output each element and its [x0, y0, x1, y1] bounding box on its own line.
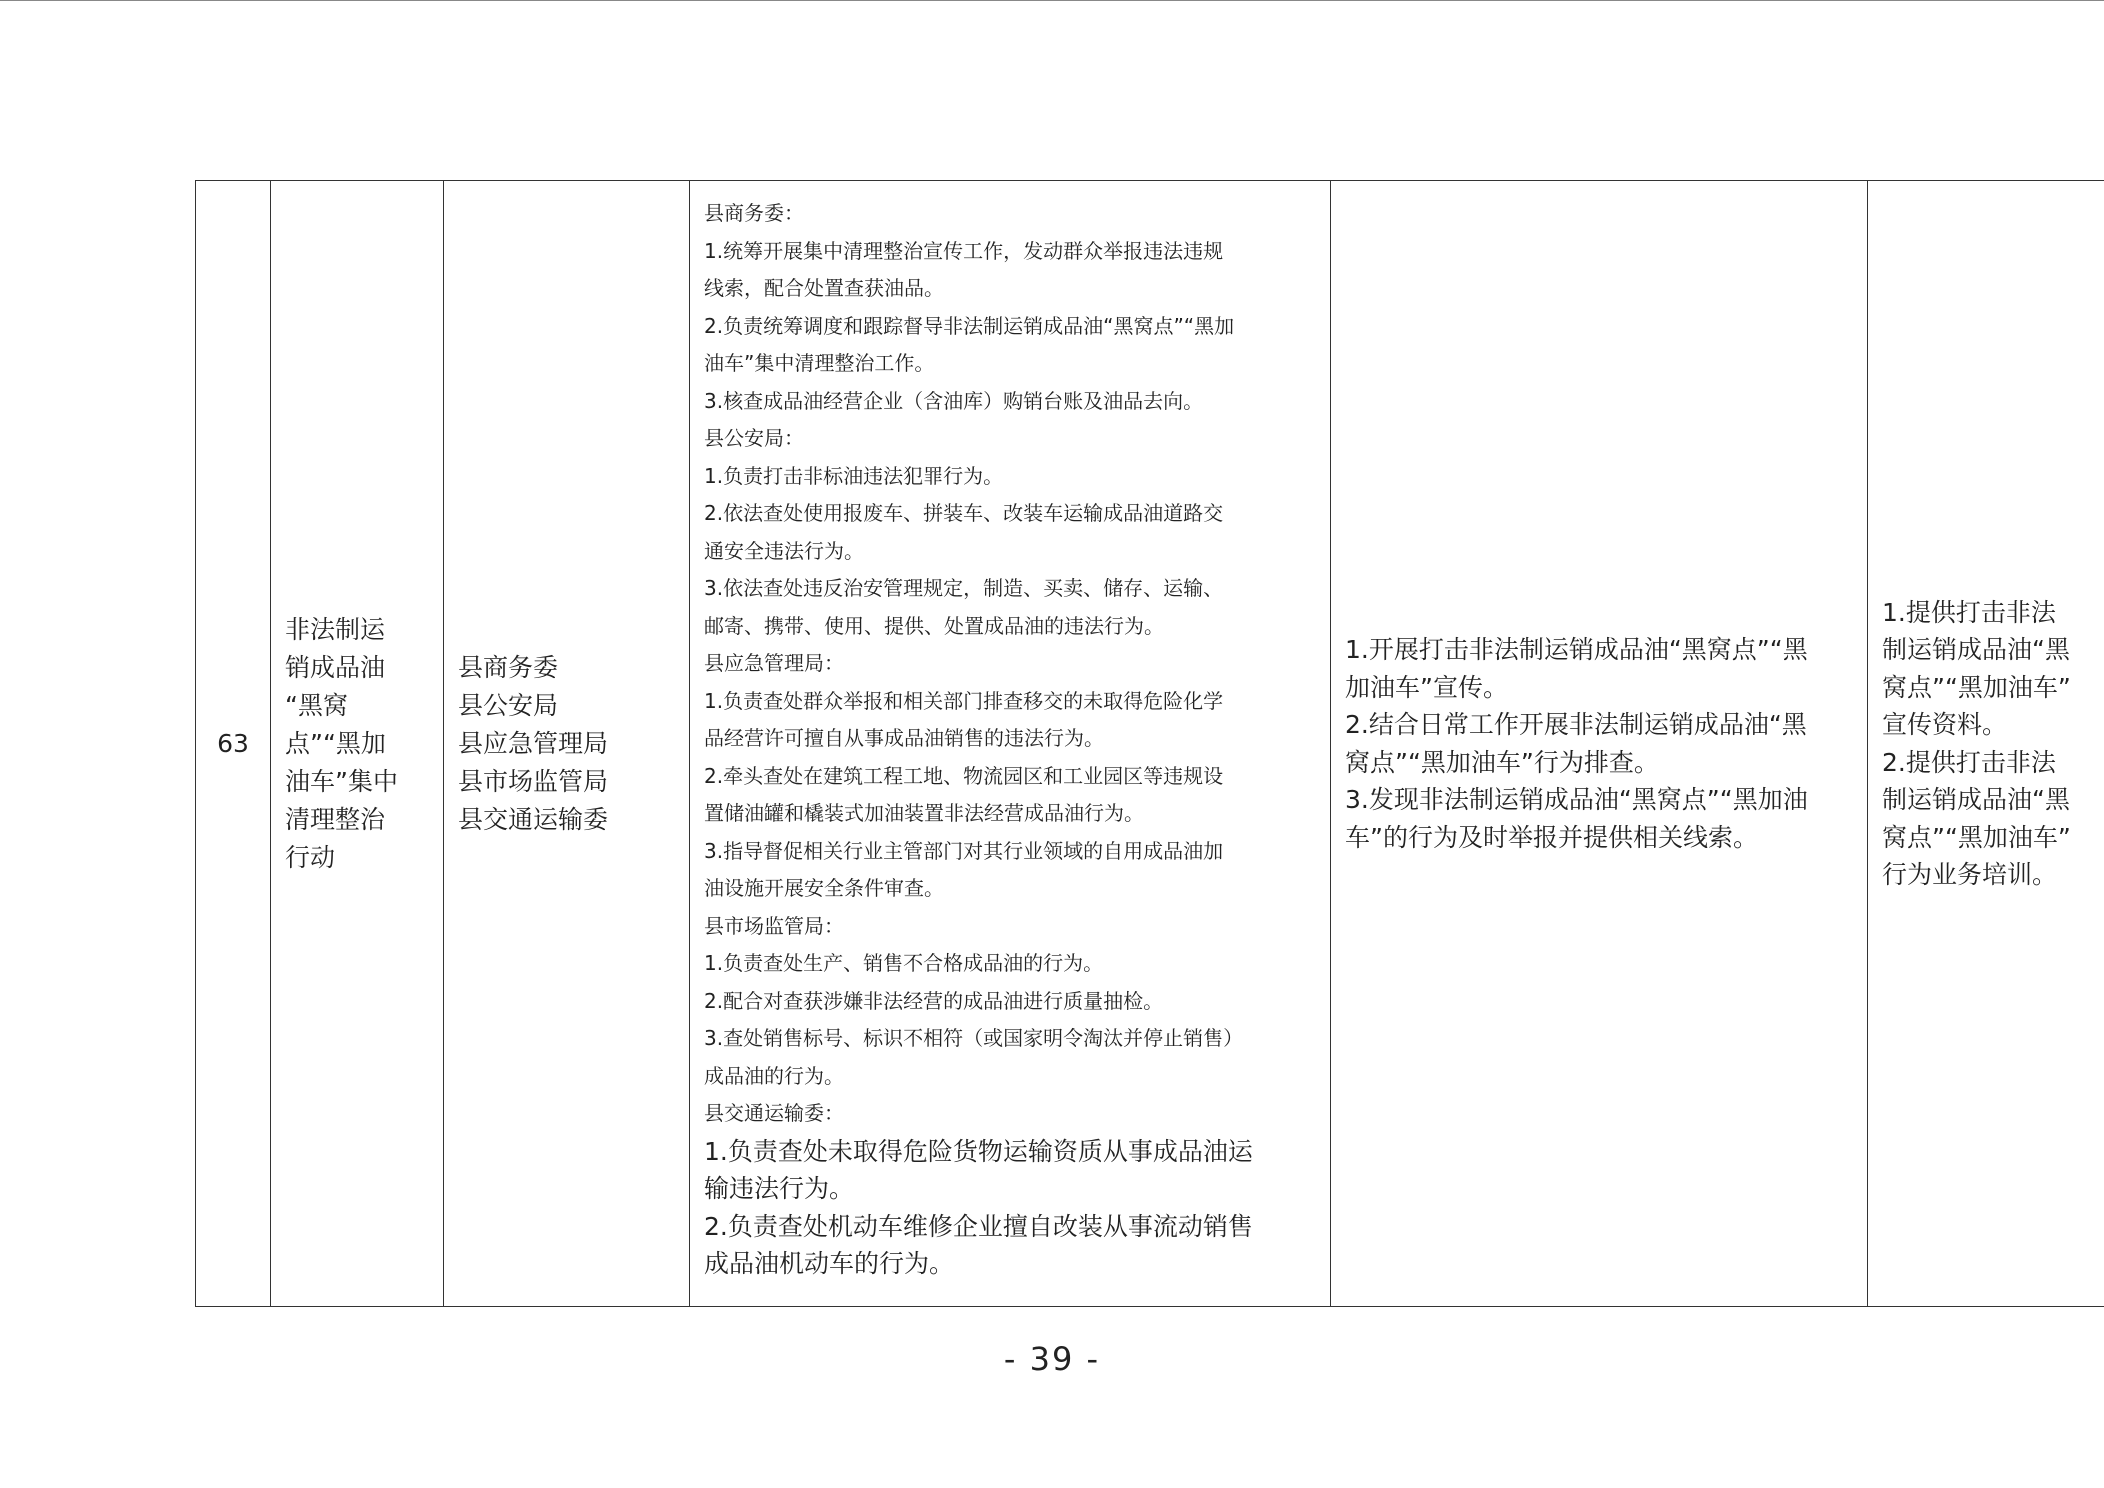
duty-line: 品经营许可擅自从事成品油销售的违法行为。: [704, 726, 1104, 750]
support-line: 制运销成品油“黑: [1882, 635, 2070, 664]
duty-line: 2.配合对查获涉嫌非法经营的成品油进行质量抽检。: [704, 988, 1164, 1013]
duty-line: 1.负责查处未取得危险货物运输资质从事成品油运: [704, 1136, 1253, 1166]
duty-line: 2.依法查处使用报废车、拼装车、改装车运输成品油道路交: [704, 501, 1224, 525]
duty-line: 3.核查成品油经营企业（含油库）购销台账及油品去向。: [704, 388, 1204, 413]
support-line: 行为业务培训。: [1882, 860, 2058, 889]
duty-line: 3.指导督促相关行业主管部门对其行业领域的自用成品油加: [704, 838, 1224, 863]
duty-line: 县市场监管局：: [704, 913, 844, 938]
support-line: 1.提供打击非法: [1882, 597, 2056, 627]
duty-line: 3.查处销售标号、标识不相符（或国家明令淘汰并停止销售）: [704, 1026, 1244, 1050]
duty-line: 2.负责统筹调度和跟踪督导非法制运销成品油“黑窝点”“黑加: [704, 313, 1235, 338]
action-name-line: “黑窝: [285, 690, 348, 720]
duty-line: 2.牵头查处在建筑工程工地、物流园区和工业园区等违规设: [704, 763, 1224, 788]
duty-line: 线索，配合处置查获油品。: [704, 276, 944, 300]
support-line: 窝点”“黑加油车”: [1882, 672, 2071, 702]
duty-line: 1.统筹开展集中清理整治宣传工作，发动群众举报违法违规: [704, 238, 1224, 263]
duty-line: 县交通运输委：: [704, 1101, 844, 1125]
support-line: 窝点”“黑加油车”: [1882, 822, 2071, 852]
duty-line: 输违法行为。: [704, 1174, 855, 1203]
duty-line: 油车”集中清理整治工作。: [704, 351, 935, 375]
responsible-unit: 县应急管理局: [458, 728, 609, 758]
action-name-cell: [271, 181, 444, 1307]
duty-line: 县应急管理局：: [704, 651, 844, 675]
task-line: 车”的行为及时举报并提供相关线索。: [1345, 822, 1758, 852]
responsible-unit: 县市场监管局: [458, 766, 609, 796]
task-line: 3.发现非法制运销成品油“黑窝点”“黑加油: [1345, 785, 1808, 814]
duty-line: 置储油罐和橇装式加油装置非法经营成品油行为。: [704, 801, 1144, 825]
duty-line: 2.负责查处机动车维修企业擅自改装从事流动销售: [704, 1211, 1253, 1241]
table-row: [196, 181, 2104, 1307]
action-name-line: 点”“黑加: [285, 728, 386, 758]
county-tasks-cell: [1331, 181, 1868, 1307]
duty-line: 通安全违法行为。: [704, 538, 864, 563]
task-line: 2.结合日常工作开展非法制运销成品油“黑: [1345, 710, 1807, 739]
responsible-unit: 县交通运输委: [458, 804, 609, 834]
duty-line: 邮寄、携带、使用、提供、处置成品油的违法行为。: [704, 613, 1164, 638]
support-cell: [1868, 181, 2104, 1307]
task-line: 加油车”宣传。: [1345, 672, 1508, 702]
action-name-line: 清理整治: [285, 804, 386, 834]
duty-line: 成品油机动车的行为。: [704, 1249, 955, 1278]
support-line: 宣传资料。: [1882, 710, 2008, 739]
responsible-unit: 县商务委: [458, 652, 559, 682]
task-line: 1.开展打击非法制运销成品油“黑窝点”“黑: [1345, 635, 1808, 664]
action-name-line: 销成品油: [285, 652, 386, 682]
support-line: 制运销成品油“黑: [1882, 785, 2070, 814]
duty-line: 1.负责查处生产、销售不合格成品油的行为。: [704, 951, 1104, 975]
measures-table: [195, 180, 2104, 1307]
action-name-line: 非法制运: [285, 614, 386, 644]
top-border-line: [0, 0, 2104, 1]
duty-line: 3.依法查处违反治安管理规定，制造、买卖、储存、运输、: [704, 576, 1224, 600]
action-name-line: 行动: [285, 842, 336, 872]
duty-line: 成品油的行为。: [704, 1063, 844, 1088]
responsible-units-cell: [444, 181, 690, 1307]
task-line: 窝点”“黑加油车”行为排查。: [1345, 747, 1659, 777]
responsible-unit: 县公安局: [458, 690, 559, 720]
support-line: 2.提供打击非法: [1882, 747, 2056, 777]
page-number: - 39 -: [1003, 1340, 1101, 1378]
unit-duties-cell: [690, 181, 1331, 1307]
duty-line: 油设施开展安全条件审查。: [704, 876, 944, 900]
duty-line: 县公安局：: [704, 426, 804, 450]
duty-line: 1.负责打击非标油违法犯罪行为。: [704, 463, 1004, 488]
duty-line: 1.负责查处群众举报和相关部门排查移交的未取得危险化学: [704, 688, 1224, 713]
action-name-line: 油车”集中: [285, 766, 398, 796]
duty-line: 县商务委：: [704, 201, 804, 225]
row-number: 63: [196, 181, 271, 1307]
